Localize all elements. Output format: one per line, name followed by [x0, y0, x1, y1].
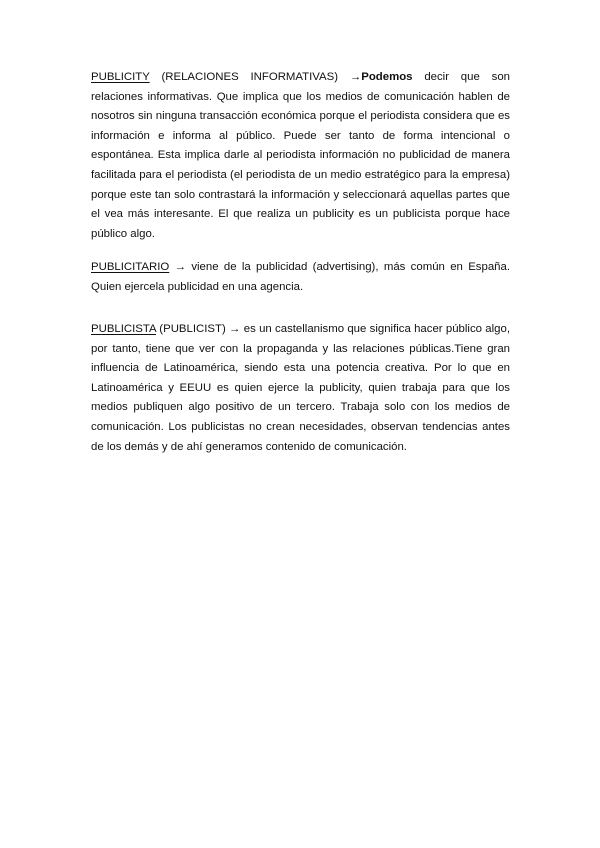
publicista-definition: (PUBLICIST) → es un castellanismo que significa hacer público algo, por tanto, tiene que ver con la propaganda y las relaciones públicas.Tiene gran influencia de Latinoamérica, siendo esta una potencia creativa. Por lo que en Latinoamérica y EEUU es quien ejerce la publicity, quien trabaja para que los medios publiquen algo positivo de un tercero. Trabaja solo con los medios de comunicación. Los publicistas no crean necesidades, observan tendencias antes de los demás y de ahí generamos contenido de comunicación.	[91, 323, 510, 453]
publicitario-definition: → viene de la publicidad (advertising), más común en España. Quien ejercela publicidad en una agencia.	[91, 261, 510, 293]
publicity-subtitle: (RELACIONES INFORMATIVAS) →	[149, 71, 362, 83]
publicity-bold-word: Podemos	[361, 71, 413, 83]
publicity-definition: decir que son relaciones informativas. Que implica que los medios de comunicación hablen de nosotros sin ninguna transacción económica porque el periodista considera que es información e informa al público. Puede ser tanto de forma intencional o espontánea. Esta implica darle al periodista información no publicidad de manera facilitada para el periodista (el periodista de un medio estratégico para la empresa) porque este tan solo contrastará la información y seleccionará aquellas partes que el vea más interesante. El que realiza un publicity es un publicista porque hace público algo.	[91, 71, 510, 240]
term-publicitario: PUBLICITARIO	[91, 261, 170, 273]
term-publicity: PUBLICITY	[91, 71, 150, 83]
term-publicista: PUBLICISTA	[91, 323, 156, 335]
paragraph-publicista	[91, 320, 510, 457]
paragraph-publicitario	[91, 258, 510, 297]
paragraph-publicity	[91, 68, 510, 244]
